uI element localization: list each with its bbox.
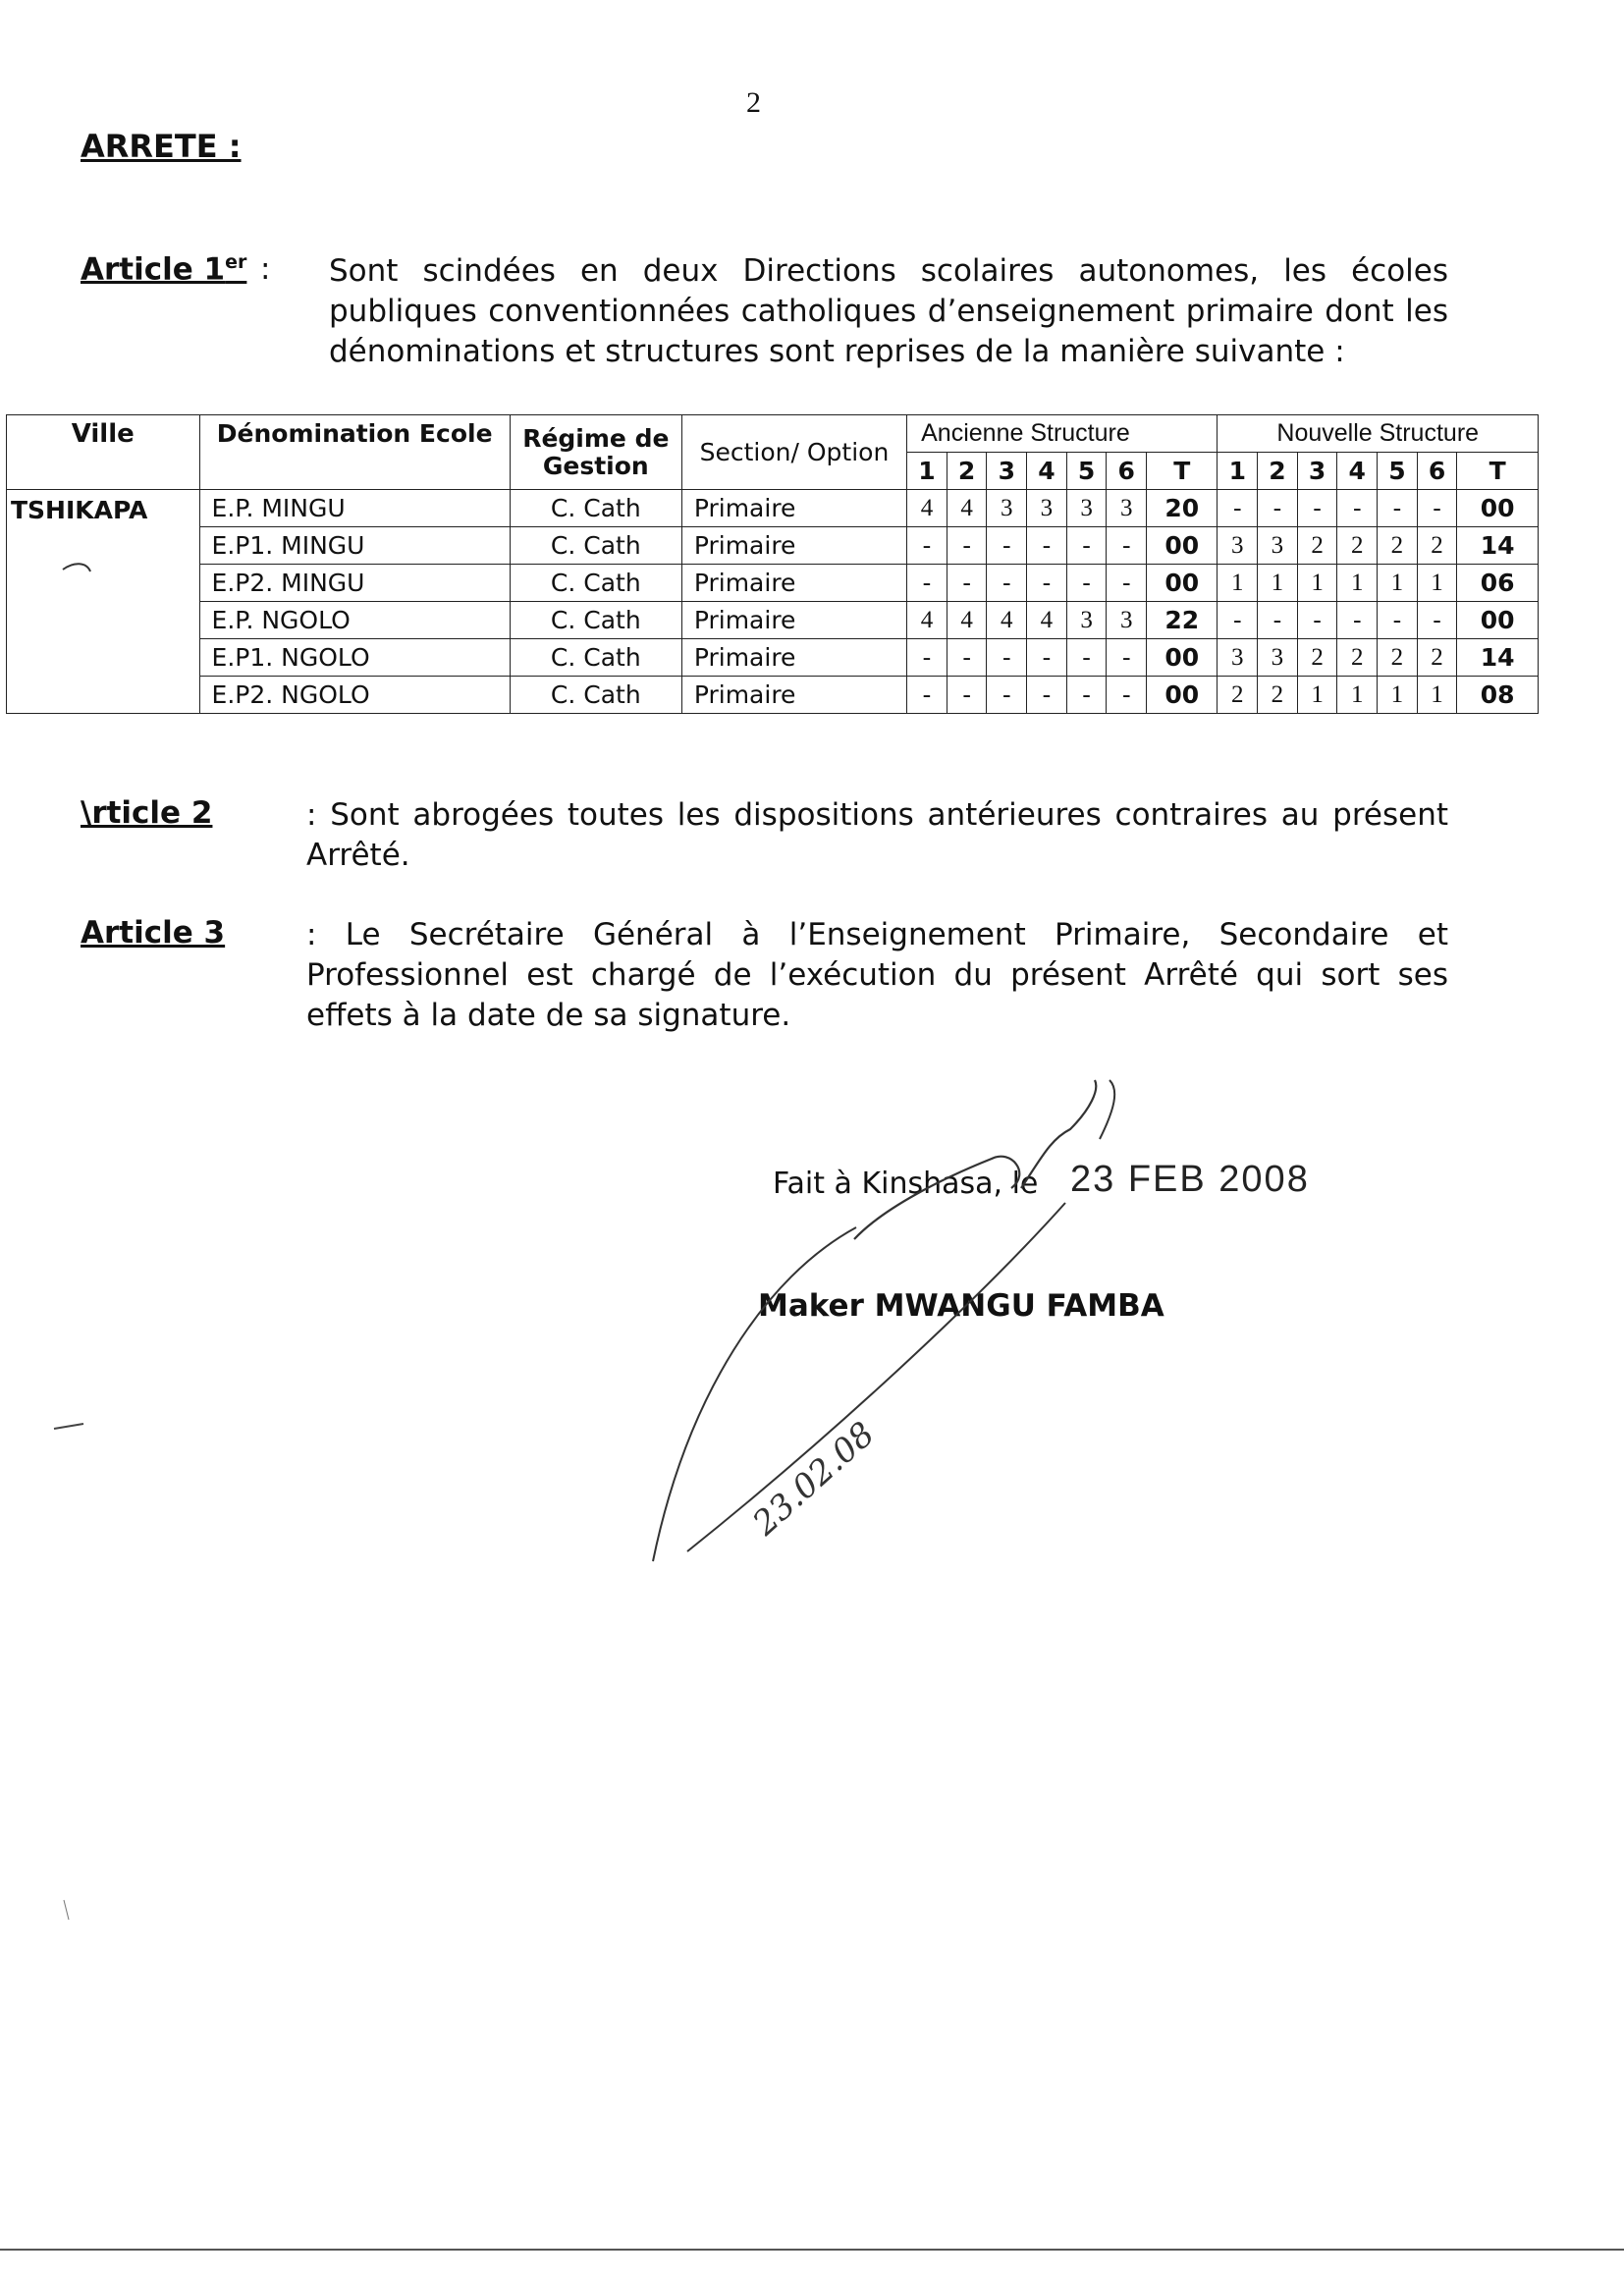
article-1-colon: : [260,251,271,287]
section-cell: Primaire [681,677,906,714]
nouvelle-class-cell: - [1417,602,1457,639]
regime-cell: C. Cath [510,639,681,677]
ancienne-class-cell: 4 [907,490,947,527]
nouvelle-class-cell: 1 [1218,565,1258,602]
header-col-n3: 3 [1297,453,1337,490]
ancienne-class-cell: - [1107,527,1147,565]
article-1-label-text: Article 1 [81,251,226,288]
ancienne-class-cell: 4 [947,602,987,639]
nouvelle-class-cell: - [1218,490,1258,527]
header-col-a6: 6 [1107,453,1147,490]
nouvelle-total-cell: 14 [1457,527,1539,565]
regime-cell: C. Cath [510,602,681,639]
ancienne-class-cell: - [1107,639,1147,677]
ancienne-class-cell: - [987,565,1027,602]
nouvelle-total-cell: 00 [1457,490,1539,527]
header-ancienne-structure: Ancienne Structure [907,415,1218,453]
section-cell: Primaire [681,490,906,527]
school-name-cell: E.P2. MINGU [199,565,510,602]
nouvelle-class-cell: 2 [1218,677,1258,714]
school-name-cell: E.P. MINGU [199,490,510,527]
ancienne-class-cell: - [1066,639,1107,677]
header-col-n1: 1 [1218,453,1258,490]
nouvelle-total-cell: 06 [1457,565,1539,602]
ancienne-class-cell: - [907,527,947,565]
ancienne-class-cell: 3 [1066,490,1107,527]
ancienne-class-cell: - [1027,677,1067,714]
regime-cell: C. Cath [510,490,681,527]
ancienne-class-cell: 3 [1027,490,1067,527]
ancienne-class-cell: 4 [907,602,947,639]
school-name-cell: E.P1. MINGU [199,527,510,565]
ancienne-class-cell: - [947,677,987,714]
ancienne-class-cell: - [907,639,947,677]
nouvelle-class-cell: 2 [1297,527,1337,565]
article-1-label-sup: er [225,251,247,273]
header-denomination: Dénomination Ecole [199,415,510,490]
nouvelle-class-cell: - [1337,602,1378,639]
ancienne-class-cell: - [987,639,1027,677]
header-col-a3: 3 [987,453,1027,490]
ancienne-class-cell: 4 [947,490,987,527]
nouvelle-class-cell: - [1258,490,1298,527]
ancienne-total-cell: 20 [1147,490,1218,527]
header-col-a5: 5 [1066,453,1107,490]
nouvelle-class-cell: 1 [1378,677,1418,714]
nouvelle-class-cell: 3 [1218,527,1258,565]
ancienne-class-cell: - [1027,565,1067,602]
school-name-cell: E.P1. NGOLO [199,639,510,677]
ville-cell: TSHIKAPA [7,490,200,714]
nouvelle-class-cell: 2 [1258,677,1298,714]
nouvelle-class-cell: - [1297,490,1337,527]
article-1-text: Sont scindées en deux Directions scolaires autonomes, les écoles publiques conventionnées catholiques d’enseignement primaire dont les dénominations et structures sont reprises de la manière suivante : [329,253,1448,369]
nouvelle-class-cell: 1 [1378,565,1418,602]
ancienne-class-cell: - [987,677,1027,714]
page-number: 2 [746,86,761,119]
ancienne-class-cell: - [947,565,987,602]
header-col-a4: 4 [1027,453,1067,490]
header-col-a1: 1 [907,453,947,490]
nouvelle-class-cell: 1 [1417,677,1457,714]
ancienne-class-cell: - [907,677,947,714]
header-col-n4: 4 [1337,453,1378,490]
ancienne-class-cell: 3 [987,490,1027,527]
header-col-nt: T [1457,453,1539,490]
ancienne-total-cell: 00 [1147,565,1218,602]
regime-cell: C. Cath [510,527,681,565]
header-col-at: T [1147,453,1218,490]
header-col-n5: 5 [1378,453,1418,490]
school-name-cell: E.P. NGOLO [199,602,510,639]
nouvelle-class-cell: - [1218,602,1258,639]
nouvelle-class-cell: 3 [1258,527,1298,565]
ancienne-class-cell: - [1107,565,1147,602]
nouvelle-class-cell: 1 [1297,565,1337,602]
header-col-n2: 2 [1258,453,1298,490]
article-3-label: Article 3 [81,915,226,951]
nouvelle-class-cell: 3 [1218,639,1258,677]
header-col-n6: 6 [1417,453,1457,490]
nouvelle-class-cell: 2 [1417,639,1457,677]
nouvelle-class-cell: - [1297,602,1337,639]
ancienne-class-cell: - [1107,677,1147,714]
nouvelle-class-cell: 1 [1297,677,1337,714]
header-regime: Régime de Gestion [510,415,681,490]
ancienne-class-cell: 3 [1066,602,1107,639]
nouvelle-class-cell: - [1337,490,1378,527]
header-nouvelle-structure: Nouvelle Structure [1218,415,1539,453]
ancienne-total-cell: 22 [1147,602,1218,639]
ancienne-class-cell: 3 [1107,602,1147,639]
ancienne-total-cell: 00 [1147,527,1218,565]
nouvelle-class-cell: 2 [1297,639,1337,677]
section-cell: Primaire [681,602,906,639]
nouvelle-total-cell: 14 [1457,639,1539,677]
signatory-name: Maker MWANGU FAMBA [758,1288,1164,1324]
nouvelle-class-cell: 1 [1337,565,1378,602]
header-ville: Ville [7,415,200,490]
ancienne-class-cell: - [1027,527,1067,565]
section-cell: Primaire [681,639,906,677]
article-3-text: : Le Secrétaire Général à l’Enseignement Primaire, Secondaire et Professionnel est chargé de l’exécution du présent Arrêté qui sort ses effets à la date de sa signature. [306,917,1448,1033]
ancienne-total-cell: 00 [1147,677,1218,714]
nouvelle-class-cell: 2 [1378,527,1418,565]
nouvelle-class-cell: - [1417,490,1457,527]
nouvelle-class-cell: 3 [1258,639,1298,677]
nouvelle-class-cell: 2 [1337,639,1378,677]
fait-a-kinshasa: Fait à Kinshasa, le [773,1167,1039,1201]
nouvelle-class-cell: - [1258,602,1298,639]
section-cell: Primaire [681,527,906,565]
ancienne-class-cell: 4 [1027,602,1067,639]
nouvelle-class-cell: 2 [1378,639,1418,677]
section-cell: Primaire [681,565,906,602]
bottom-rule [0,2249,1624,2251]
nouvelle-class-cell: 2 [1417,527,1457,565]
nouvelle-class-cell: 1 [1417,565,1457,602]
nouvelle-class-cell: 1 [1337,677,1378,714]
regime-cell: C. Cath [510,677,681,714]
ancienne-class-cell: - [1066,565,1107,602]
school-name-cell: E.P2. NGOLO [199,677,510,714]
nouvelle-class-cell: - [1378,602,1418,639]
ancienne-class-cell: - [987,527,1027,565]
article-2-label: \rticle 2 [81,795,213,831]
nouvelle-total-cell: 08 [1457,677,1539,714]
nouvelle-class-cell: 2 [1337,527,1378,565]
date-stamp: 23 FEB 2008 [1070,1159,1310,1200]
ancienne-class-cell: 4 [987,602,1027,639]
handwritten-date: 23.02.08 [745,1414,883,1544]
nouvelle-class-cell: 1 [1258,565,1298,602]
nouvelle-class-cell: - [1378,490,1418,527]
ancienne-class-cell: - [1027,639,1067,677]
ancienne-class-cell: - [947,639,987,677]
ancienne-class-cell: - [947,527,987,565]
article-2-text: : Sont abrogées toutes les dispositions antérieures contraires au présent Arrêté. [306,797,1448,873]
ancienne-class-cell: - [1066,677,1107,714]
ancienne-class-cell: - [1066,527,1107,565]
header-col-a2: 2 [947,453,987,490]
ancienne-class-cell: - [907,565,947,602]
ancienne-total-cell: 00 [1147,639,1218,677]
ancienne-class-cell: 3 [1107,490,1147,527]
header-section: Section/ Option [681,415,906,490]
regime-cell: C. Cath [510,565,681,602]
nouvelle-total-cell: 00 [1457,602,1539,639]
arrete-title: ARRETE : [81,128,242,165]
